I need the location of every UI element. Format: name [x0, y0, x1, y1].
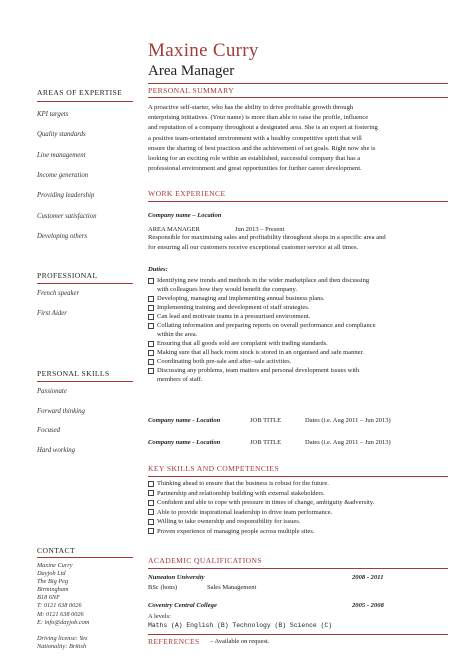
duty-item-text: Making sure that all back room stock is stored in an organised and safe manner.	[157, 349, 364, 356]
bullet-icon	[148, 490, 154, 496]
summary-line: ensure the sharing of best practices and the achievement of set goals. Right now she is	[148, 144, 376, 152]
expertise-item: Line management	[37, 151, 86, 159]
key-skill-item-text: Thinking ahead to ensure that the business is robust for the future.	[157, 480, 329, 487]
duty-item	[148, 285, 376, 294]
summary-rule	[148, 97, 448, 98]
key-skill-item-text: Partnership and relationship building with external stakeholders.	[157, 489, 325, 497]
candidate-name: Maxine Curry	[148, 40, 259, 61]
expertise-item: Customer satisfaction	[37, 212, 97, 220]
company-1: Company name – Location	[148, 212, 222, 219]
key-skill-item	[148, 489, 374, 499]
summary-line: and reputation of a company throughout a designated area. She is an expert at fostering	[148, 124, 378, 132]
professional-item: French speaker	[37, 290, 80, 297]
contact-line: Birmingham	[37, 586, 69, 594]
header-rule	[148, 83, 448, 84]
summary-line: A proactive self-starter, who has the ability to drive profitable growth through	[148, 104, 354, 111]
key-skill-item-text: Confident and able to cope with pressure in times of change, ambiguity &adversity.	[157, 499, 375, 507]
duty-item	[148, 366, 376, 375]
duty-item-text: Developing, managing and implementing annual business plans.	[157, 295, 325, 302]
role-1-description	[148, 233, 386, 252]
work-rule	[148, 201, 448, 202]
skills-heading: PERSONAL SKILLS	[37, 369, 110, 378]
key-skill-item	[148, 527, 374, 537]
key-skills-list	[148, 479, 374, 537]
duty-item	[148, 330, 376, 339]
bullet-icon	[148, 341, 154, 347]
references-top-rule	[148, 634, 448, 635]
bullet-icon	[148, 509, 154, 515]
work-heading: WORK EXPERIENCE	[148, 189, 226, 198]
key-skill-item-text: Able to provide inspirational leadership to drive team performance.	[157, 508, 333, 516]
summary-heading: PERSONAL SUMMARY	[148, 86, 235, 95]
duty-item	[148, 303, 376, 312]
contact-line: Maxine Curry	[37, 562, 73, 569]
duty-item-text: Implementing training and development of staff strategies.	[157, 304, 310, 311]
contact-line: B18 6NF	[37, 594, 60, 602]
dates-1: Jun 2013 – Present	[235, 226, 285, 233]
skills-rule	[37, 381, 133, 382]
bullet-icon	[148, 519, 154, 525]
expertise-heading: AREAS OF EXPERTISE	[37, 88, 123, 97]
key-skill-item-text: Proven experience of managing people across multiple sites.	[157, 527, 315, 535]
bullet-icon	[148, 305, 154, 311]
duty-item-text: Collating information and preparing reports on overall performance and compliance	[157, 322, 376, 329]
summary-line: a positive team-orientated environment with a healthy competitive spirit that will	[148, 134, 362, 142]
duties-label: Duties:	[148, 266, 168, 273]
contact-heading: CONTACT	[37, 546, 76, 555]
degree-1-subject: Sales Management	[207, 584, 257, 591]
expertise-item: Income generation	[37, 171, 89, 179]
school-1-dates: 2008 - 2011	[352, 574, 384, 581]
summary-line: professional environment and great opportunities for further career development.	[148, 165, 362, 173]
contact-line: Driving license: Yes	[37, 634, 88, 642]
school-1: Nuneaton University	[148, 574, 205, 581]
duty-item	[148, 321, 376, 330]
expertise-rule	[37, 101, 133, 102]
bullet-icon	[148, 359, 154, 365]
company-2: Company name - Location	[148, 417, 221, 424]
bullet-icon	[148, 481, 154, 487]
duty-item-text: members of staff.	[157, 376, 203, 383]
dates-3: Dates (i.e. Aug 2011 – Jun 2013)	[305, 439, 391, 446]
key-skill-item-text: Willing to take ownership and responsibility for issues.	[157, 518, 301, 526]
contact-line: E: info@dayjob.com	[37, 618, 90, 626]
bullet-icon	[148, 278, 154, 284]
role-1: AREA MANAGER	[148, 226, 200, 233]
contact-line: The Big Peg	[37, 578, 69, 586]
duty-item	[148, 339, 376, 348]
a-levels-subjects: Maths (A) English (B) Technology (B) Science (C)	[148, 622, 333, 629]
duty-item-text: Coordinating both pre-sale and after–sale activities.	[157, 358, 292, 365]
duty-item	[148, 375, 376, 384]
bullet-icon	[148, 323, 154, 329]
professional-heading: PROFESSIONAL	[37, 271, 98, 280]
school-2-dates: 2005 - 2008	[352, 602, 384, 609]
duty-item-text: Can lead and motivate teams in a pressurised environment.	[157, 313, 311, 320]
duty-item	[148, 294, 376, 303]
academic-rule	[148, 568, 448, 569]
contact-details	[37, 562, 89, 651]
contact-line: Nationality: British	[37, 642, 87, 650]
contact-line: T: 0121 638 0026	[37, 602, 82, 610]
expertise-item: Quality standards	[37, 131, 86, 139]
bullet-icon	[148, 500, 154, 506]
expertise-item: KPI targets	[37, 111, 69, 118]
dates-2: Dates (i.e. Aug 2011 – Jun 2013)	[305, 417, 391, 424]
key-skill-item	[148, 517, 374, 527]
key-skills-rule	[148, 476, 448, 477]
skill-item: Passionate	[37, 388, 67, 395]
bullet-icon	[148, 350, 154, 356]
expertise-item: Providing leadership	[37, 192, 95, 200]
job-title: Area Manager	[148, 63, 235, 79]
professional-rule	[37, 283, 133, 284]
description-line: for ensuring all our customers receive exceptional customer service at all times.	[148, 243, 359, 251]
bullet-icon	[148, 368, 154, 374]
key-skill-item	[148, 498, 374, 508]
skill-item: Forward thinking	[37, 407, 85, 415]
references-text: – Available on request.	[210, 638, 270, 645]
expertise-item: Developing others	[37, 232, 88, 240]
duty-item-text: within the area.	[157, 331, 198, 338]
references-heading: REFERENCES	[148, 637, 200, 646]
skill-item: Focused	[37, 427, 61, 434]
duty-item	[148, 276, 376, 285]
bullet-icon	[148, 528, 154, 534]
role-3: JOB TITLE	[250, 439, 282, 446]
summary-line: enterprising initiatives. (Your name) is more than able to raise the profile, influence	[148, 114, 369, 122]
professional-item: First Aider	[37, 310, 67, 317]
key-skill-item	[148, 479, 374, 489]
company-3: Company name - Location	[148, 439, 221, 446]
school-2: Coventry Central College	[148, 602, 217, 609]
contact-line: M: 0121 638 0026	[37, 610, 84, 618]
role-2: JOB TITLE	[250, 417, 282, 424]
degree-1: BSc (hons)	[148, 584, 178, 591]
description-line: Responsible for maximising sales and profitability throughout shops in a specific area and	[148, 234, 386, 241]
duty-item	[148, 357, 376, 366]
contact-line: Dayjob Ltd	[37, 570, 66, 578]
bullet-icon	[148, 314, 154, 320]
duty-item-text: with colleagues how they would benefit the company.	[157, 286, 298, 293]
duty-item	[148, 348, 376, 357]
duty-item-text: Discussing any problems, team matters and personal development issues with	[157, 367, 360, 374]
skill-item: Hard working	[37, 446, 76, 454]
duties-list	[148, 276, 376, 384]
a-levels-label: A levels:	[148, 613, 171, 620]
bullet-icon	[148, 296, 154, 302]
key-skills-heading: KEY SKILLS AND COMPETENCIES	[148, 464, 279, 473]
summary-line: looking for an exciting role within an established, successful company that has a	[148, 155, 361, 163]
duty-item-text: Identifying new trends and methods in the wider marketplace and then discussing	[157, 277, 370, 284]
duty-item	[148, 312, 376, 321]
summary-text	[148, 103, 378, 174]
duty-item-text: Ensuring that all goods sold are complaint with trading standards.	[157, 340, 328, 347]
academic-heading: ACADEMIC QUALIFICATIONS	[148, 556, 263, 565]
contact-line	[37, 627, 89, 635]
key-skill-item	[148, 508, 374, 518]
contact-rule	[37, 557, 133, 558]
